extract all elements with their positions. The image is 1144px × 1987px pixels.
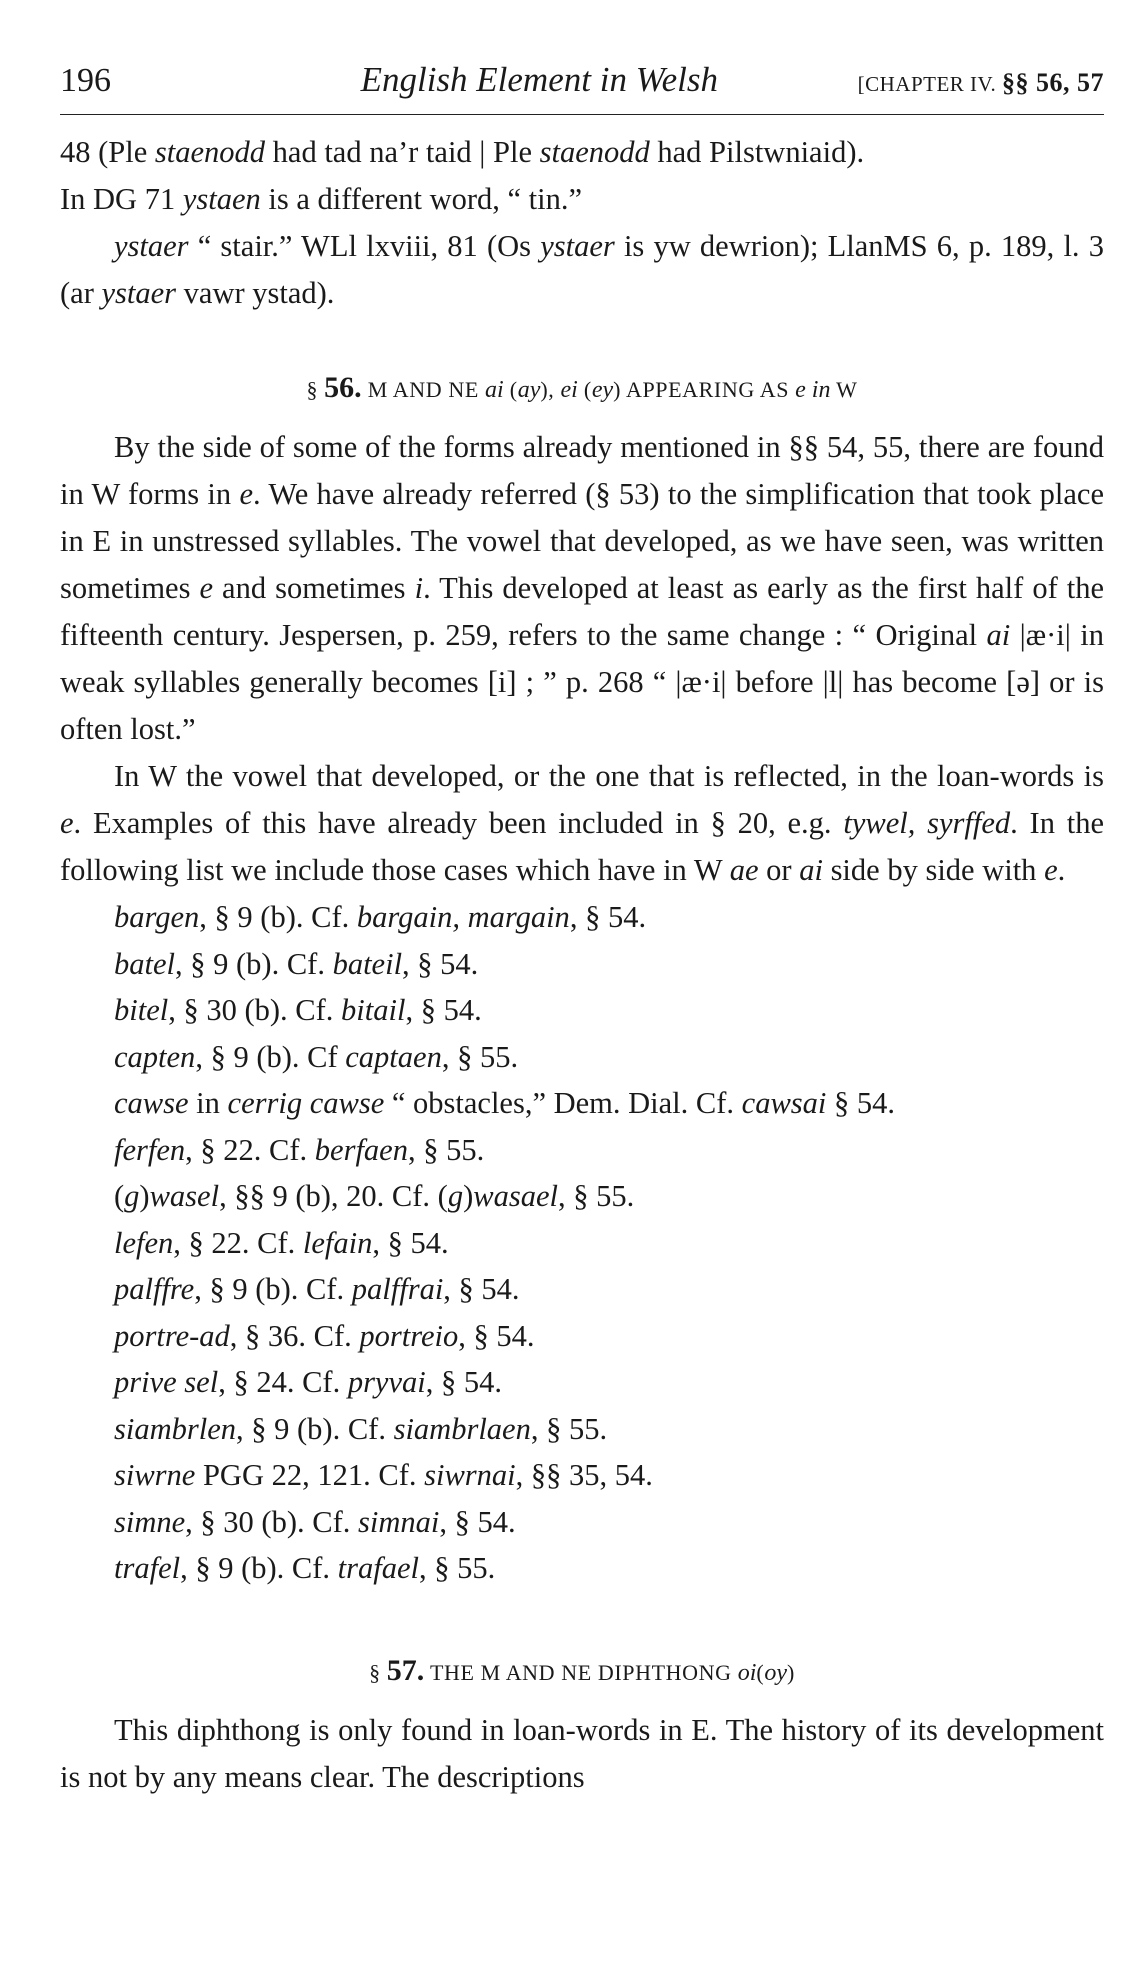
section-56-heading: § 56. M AND NE ai (ay), ei (ey) APPEARING AS e in W bbox=[306, 371, 858, 404]
list-item: simne, § 30 (b). Cf. simnai, § 54. bbox=[114, 1504, 516, 1539]
list-item: (g)wasel, §§ 9 (b), 20. Cf. (g)wasael, § 55. bbox=[114, 1179, 635, 1213]
section-55-continuation: 48 (Ple staenodd had tad na’r taid | Ple staenodd had Pilstwniaid). In DG 71 ystaen is a different word, “ tin.” bbox=[60, 135, 865, 216]
body-text bbox=[60, 129, 1104, 1801]
list-item: bargen, § 9 (b). Cf. bargain, margain, § 54. bbox=[114, 900, 647, 934]
loanword-list bbox=[60, 894, 1104, 1592]
section-56-paragraph-1: By the side of some of the forms already mentioned in §§ 54, 55, there are found in W forms in e. We have already referred (§ 53) to the simplification that took place in E in unstressed syllables. The vowel that developed, as we have seen, was written sometimes e and sometimes i. This developed at least as early as the first half of the fifteenth century. Jespersen, p. 259, refers to the same change : “ Original ai |æ·i| in weak syllables generally becomes [i] ; ” p. 268 “ |æ·i| before |l| has become [ə] or is often lost.” bbox=[60, 430, 1104, 746]
list-item: siambrlen, § 9 (b). Cf. siambrlaen, § 55. bbox=[114, 1411, 608, 1446]
list-item: portre-ad, § 36. Cf. portreio, § 54. bbox=[114, 1318, 535, 1353]
list-item: ferfen, § 22. Cf. berfaen, § 55. bbox=[114, 1132, 485, 1167]
running-header bbox=[60, 60, 1104, 115]
section-57-heading: § 57. THE M AND NE DIPHTHONG oi(oy) bbox=[369, 1653, 795, 1687]
list-item: bitel, § 30 (b). Cf. bitail, § 54. bbox=[114, 993, 482, 1027]
list-item: cawse in cerrig cawse “ obstacles,” Dem. Dial. Cf. cawsai § 54. bbox=[114, 1086, 896, 1120]
list-item: lefen, § 22. Cf. lefain, § 54. bbox=[114, 1225, 449, 1260]
ystaer-entry: ystaer “ stair.” WLl lxviii, 81 (Os ystaer is yw dewrion); LlanMS 6, p. 189, l. 3 (ar ystaer vawr ystad). bbox=[60, 229, 1104, 310]
section-57-paragraph-1: This diphthong is only found in loan-words in E. The history of its development is not by any means clear. The descriptions bbox=[60, 1712, 1104, 1794]
list-item: prive sel, § 24. Cf. pryvai, § 54. bbox=[114, 1365, 502, 1399]
list-item: trafel, § 9 (b). Cf. trafael, § 55. bbox=[114, 1551, 496, 1585]
list-item: siwrne PGG 22, 121. Cf. siwrnai, §§ 35, 54. bbox=[114, 1458, 653, 1492]
list-item: batel, § 9 (b). Cf. bateil, § 54. bbox=[114, 946, 479, 981]
running-title: English Element in Welsh bbox=[360, 60, 719, 99]
list-item: palffre, § 9 (b). Cf. palffrai, § 54. bbox=[114, 1272, 520, 1306]
list-item: capten, § 9 (b). Cf captaen, § 55. bbox=[114, 1039, 519, 1074]
section-56-paragraph-2: In W the vowel that developed, or the one that is reflected, in the loan-words is e. Examples of this have already been included in § 20, e.g. tywel, syrffed. In the following list we include those cases which have in W ae or ai side by side with e. bbox=[60, 759, 1104, 887]
page-number: 196 bbox=[60, 62, 111, 99]
section-reference: [CHAPTER IV. §§ 56, 57 bbox=[857, 68, 1104, 97]
page bbox=[60, 60, 1104, 1801]
